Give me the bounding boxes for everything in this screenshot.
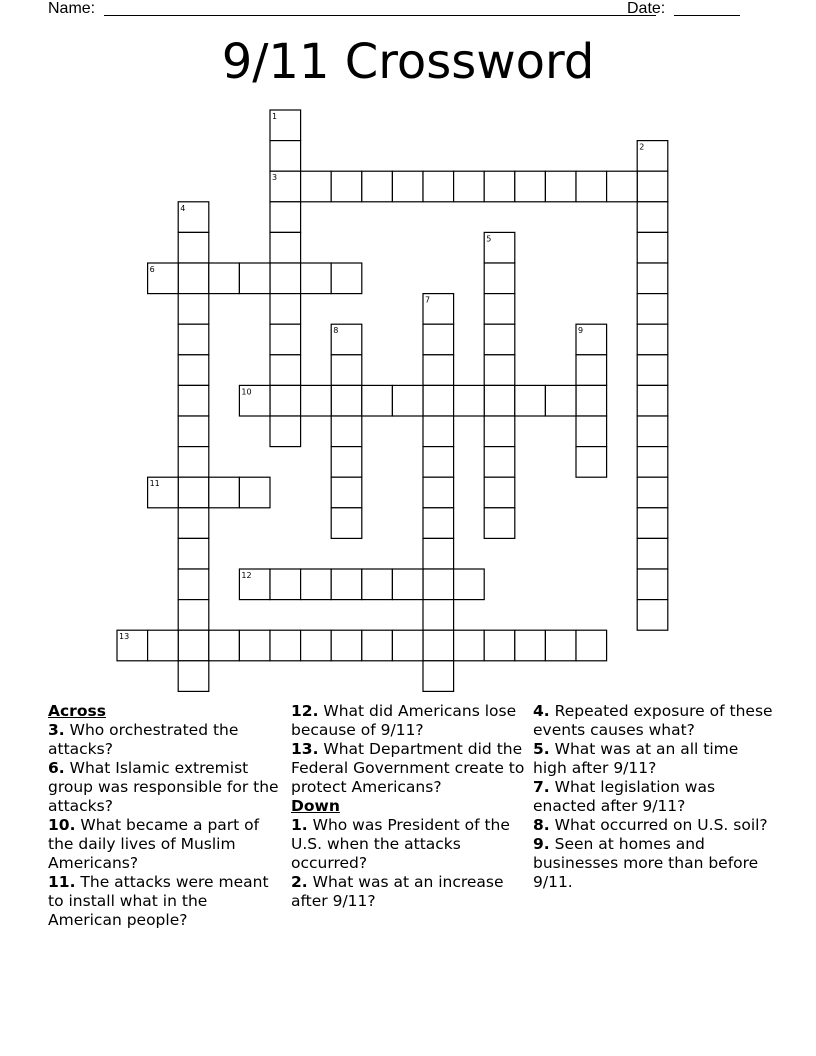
grid-cell[interactable] [423,355,454,386]
grid-cell[interactable] [301,630,332,661]
grid-cell[interactable] [331,263,362,294]
clue-down-7: 7. What legislation was enacted after 9/11? [533,778,716,815]
grid-cell[interactable] [270,385,301,416]
grid-cell[interactable] [545,171,576,202]
grid-cell[interactable] [178,447,209,478]
grid-cell[interactable] [423,569,454,600]
grid-cell[interactable] [331,171,362,202]
grid-cell[interactable] [423,661,454,692]
grid-cell[interactable] [331,385,362,416]
grid-cell[interactable] [209,630,240,661]
clue-down-5: 5. What was at an all time high after 9/11? [533,740,739,777]
grid-cell[interactable] [270,232,301,263]
grid-cell[interactable] [576,355,607,386]
grid-cell[interactable] [362,171,393,202]
grid-cell[interactable] [331,477,362,508]
grid-cell[interactable] [301,263,332,294]
grid-cell[interactable] [331,416,362,447]
grid-cell[interactable] [484,294,515,325]
grid-cell[interactable] [484,416,515,447]
clue-number-label: 13 [119,632,130,642]
grid-cell[interactable] [270,141,301,172]
grid-cell[interactable] [423,385,454,416]
clue-down-8: 8. What occurred on U.S. soil? [533,816,768,834]
clue-column-1 [48,702,283,930]
grid-cell[interactable] [423,508,454,539]
clue-number-label: 6 [149,265,155,274]
grid-cell[interactable] [637,569,668,600]
clue-across-10: 10. What became a part of the daily lives of Muslim Americans? [48,816,260,872]
grid-cell[interactable] [484,630,515,661]
grid-cell[interactable] [239,477,270,508]
clue-down-4: 4. Repeated exposure of these events causes what? [533,702,773,739]
grid-cell[interactable] [331,508,362,539]
grid-cell[interactable] [423,538,454,569]
grid-cell[interactable] [637,385,668,416]
grid-cell[interactable] [392,171,423,202]
page-title: 9/11 Crossword [221,34,595,90]
grid-cell[interactable] [515,385,546,416]
grid-cell[interactable] [331,447,362,478]
grid-cell[interactable] [423,477,454,508]
grid-cell[interactable] [515,171,546,202]
clue-number-label: 10 [241,387,252,397]
grid-cell[interactable] [362,630,393,661]
grid-cell[interactable] [484,355,515,386]
grid-cell[interactable] [545,630,576,661]
grid-cell[interactable] [178,232,209,263]
clue-number-label: 5 [486,234,492,244]
grid-cell[interactable] [178,600,209,631]
grid-cell[interactable] [301,171,332,202]
grid-cell[interactable] [209,477,240,508]
grid-cell[interactable] [637,600,668,631]
grid-cell[interactable] [270,324,301,355]
grid-cell[interactable] [637,324,668,355]
grid-cell[interactable] [576,447,607,478]
grid-cell[interactable] [423,324,454,355]
grid-cell[interactable] [423,447,454,478]
grid-cell[interactable] [454,630,485,661]
grid-cell[interactable] [178,263,209,294]
grid-cell[interactable] [148,630,179,661]
grid-cell[interactable] [178,477,209,508]
grid-cell[interactable] [178,661,209,692]
clue-number-label: 9 [578,326,584,336]
clue-down-1: 1. Who was President of the U.S. when the attacks occurred? [291,816,510,872]
grid-cell[interactable] [239,630,270,661]
grid-cell[interactable] [178,294,209,325]
grid-cell[interactable] [270,294,301,325]
grid-cell[interactable] [454,171,485,202]
grid-cell[interactable] [178,416,209,447]
grid-cell[interactable] [209,263,240,294]
grid-cell[interactable] [239,263,270,294]
clue-number-label: 4 [180,203,186,213]
grid-cell[interactable] [637,355,668,386]
grid-cell[interactable] [301,569,332,600]
clue-across-13: 13. What Department did the Federal Government create to protect Americans? [291,740,525,796]
grid-cell[interactable] [270,416,301,447]
grid-cell[interactable] [270,355,301,386]
grid-cell[interactable] [178,569,209,600]
clue-number-label: 12 [241,571,252,580]
grid-cell[interactable] [637,416,668,447]
grid-cell[interactable] [576,385,607,416]
grid-cell[interactable] [607,171,638,202]
grid-cell[interactable] [637,477,668,508]
grid-cell[interactable] [178,355,209,386]
grid-cell[interactable] [454,569,485,600]
grid-cell[interactable] [331,630,362,661]
grid-cell[interactable] [637,538,668,569]
clue-number-label: 8 [333,326,339,336]
grid-cell[interactable] [178,538,209,569]
grid-cell[interactable] [484,385,515,416]
grid-cell[interactable] [392,385,423,416]
name-label: Name: [48,0,96,17]
grid-cell[interactable] [637,232,668,263]
grid-cell[interactable] [270,202,301,233]
clue-column-3 [533,702,773,892]
grid-cell[interactable] [270,569,301,600]
grid-cell[interactable] [576,630,607,661]
grid-cell[interactable] [392,630,423,661]
grid-cell[interactable] [637,202,668,233]
grid-cell[interactable] [484,477,515,508]
grid-cell[interactable] [178,630,209,661]
grid-cell[interactable] [576,416,607,447]
clue-down-2: 2. What was at an increase after 9/11? [291,873,504,910]
clue-number-label: 11 [149,479,160,489]
clue-across-12: 12. What did Americans lose because of 9/11? [291,702,517,739]
clue-number-label: 7 [425,295,431,305]
grid-cell[interactable] [637,508,668,539]
grid-cell[interactable] [484,171,515,202]
grid-cell[interactable] [270,263,301,294]
grid-cell[interactable] [637,263,668,294]
grid-cell[interactable] [637,447,668,478]
grid-cell[interactable] [362,385,393,416]
grid-cell[interactable] [362,569,393,600]
grid-cell[interactable] [454,385,485,416]
grid-cell[interactable] [515,630,546,661]
grid-cell[interactable] [484,447,515,478]
grid-cell[interactable] [484,263,515,294]
grid-cell[interactable] [178,508,209,539]
down-title: Down [291,797,340,815]
across-title: Across [48,702,106,720]
grid-cell[interactable] [423,416,454,447]
grid-cell[interactable] [545,385,576,416]
grid-cell[interactable] [178,324,209,355]
grid-cell[interactable] [576,171,607,202]
clue-across-6: 6. What Islamic extremist group was responsible for the attacks? [48,759,279,815]
grid-cell[interactable] [423,630,454,661]
grid-cell[interactable] [331,569,362,600]
clue-number-label: 3 [272,173,278,183]
grid-cell[interactable] [484,508,515,539]
clue-column-2 [291,702,526,911]
grid-cell[interactable] [423,171,454,202]
grid-cell[interactable] [637,294,668,325]
clue-across-11: 11. The attacks were meant to install what in the American people? [48,873,269,929]
date-label: Date: [627,0,666,17]
clue-down-9: 9. Seen at homes and businesses more than before 9/11. [533,835,759,891]
grid-cell[interactable] [178,385,209,416]
clue-across-3: 3. Who orchestrated the attacks? [48,721,239,758]
grid-cell[interactable] [392,569,423,600]
grid-cell[interactable] [301,385,332,416]
grid-cell[interactable] [423,600,454,631]
clue-number-label: 1 [272,112,278,121]
grid-cell[interactable] [270,630,301,661]
grid-cell[interactable] [484,324,515,355]
clue-number-label: 2 [639,142,645,152]
grid-cell[interactable] [331,355,362,386]
grid-cell[interactable] [637,171,668,202]
